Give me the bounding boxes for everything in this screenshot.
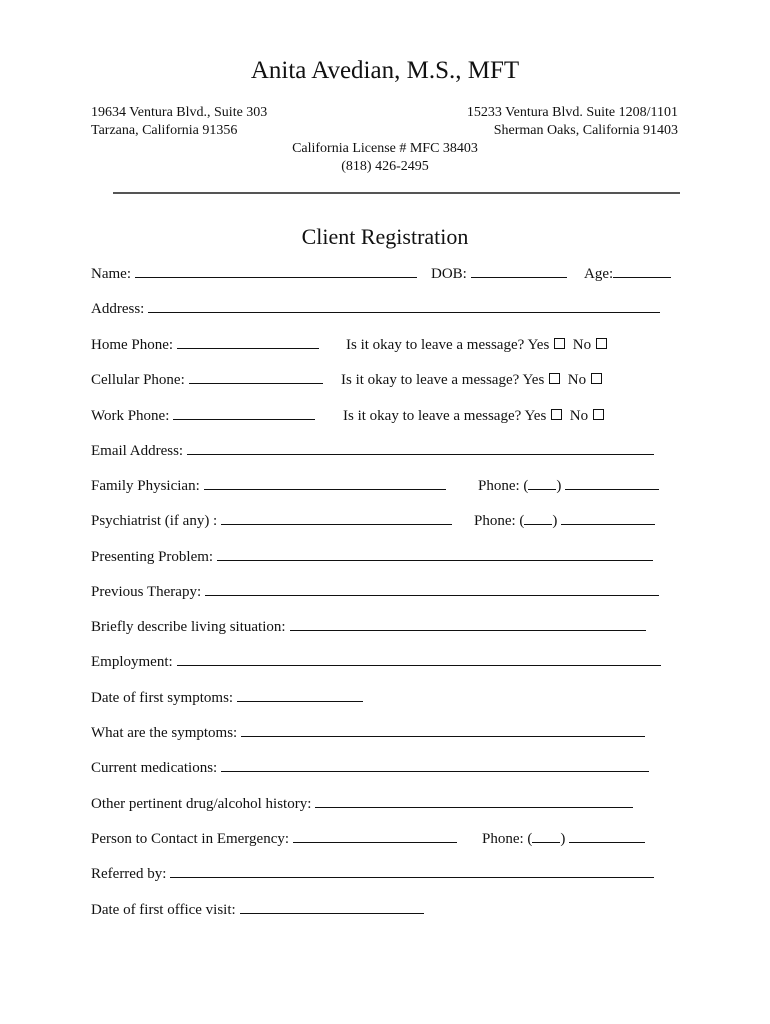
previous-therapy-label: Previous Therapy: — [91, 584, 202, 600]
emergency-contact-blank[interactable] — [293, 830, 457, 843]
phone-label: Phone: — [478, 478, 520, 494]
family-physician-label: Family Physician: — [91, 478, 200, 494]
row-first-symptoms — [91, 688, 681, 708]
presenting-problem-blank[interactable] — [217, 548, 653, 561]
office-address-line2: Tarzana, California 91356 — [91, 123, 238, 138]
email-blank[interactable] — [187, 442, 654, 455]
first-visit-label: Date of first office visit: — [91, 902, 236, 918]
work-no-checkbox[interactable] — [593, 409, 604, 420]
row-home-phone — [91, 335, 681, 355]
row-email — [91, 441, 681, 461]
message-question: Is it okay to leave a message? — [341, 372, 520, 388]
age-blank[interactable] — [613, 265, 671, 278]
row-presenting-problem — [91, 547, 681, 567]
area-code-blank[interactable] — [532, 830, 560, 843]
name-field[interactable] — [91, 264, 417, 284]
phone-label: Phone: — [474, 513, 516, 529]
employment-blank[interactable] — [177, 653, 661, 666]
name-label: Name: — [91, 266, 131, 282]
work-phone-field[interactable] — [91, 406, 315, 426]
row-employment — [91, 652, 681, 672]
previous-therapy-blank[interactable] — [205, 583, 659, 596]
row-emergency-contact — [91, 829, 681, 849]
phone-label: Phone: — [482, 831, 524, 847]
office-address-line1: 19634 Ventura Blvd., Suite 303 — [91, 105, 268, 120]
yes-label: Yes — [527, 337, 550, 353]
psychiatrist-label: Psychiatrist (if any) : — [91, 513, 218, 529]
header-divider — [113, 192, 680, 194]
yes-label: Yes — [522, 372, 545, 388]
phone-number-blank[interactable] — [561, 512, 655, 525]
office-address-sherman-oaks — [467, 104, 678, 140]
area-code-close: ) — [552, 513, 558, 529]
home-yes-checkbox[interactable] — [554, 338, 565, 349]
cellular-yes-checkbox[interactable] — [549, 373, 560, 384]
email-label: Email Address: — [91, 443, 184, 459]
employment-field[interactable] — [91, 652, 661, 672]
cellular-no-checkbox[interactable] — [591, 373, 602, 384]
living-situation-blank[interactable] — [290, 618, 646, 631]
address-field[interactable] — [91, 299, 660, 319]
first-visit-blank[interactable] — [240, 901, 424, 914]
row-address — [91, 299, 681, 319]
referred-by-blank[interactable] — [170, 865, 654, 878]
psychiatrist-phone-field[interactable] — [474, 511, 655, 531]
office-address-tarzana — [91, 104, 267, 140]
office-address-line2: Sherman Oaks, California 91403 — [493, 123, 678, 138]
medications-blank[interactable] — [221, 759, 649, 772]
message-question: Is it okay to leave a message? — [346, 337, 525, 353]
referred-by-label: Referred by: — [91, 866, 167, 882]
employment-label: Employment: — [91, 654, 173, 670]
dob-field[interactable] — [431, 264, 567, 284]
cellular-message-permission — [341, 370, 602, 390]
family-physician-phone-field[interactable] — [478, 476, 659, 496]
phone-number-blank[interactable] — [565, 477, 659, 490]
no-label: No — [572, 337, 592, 353]
message-question: Is it okay to leave a message? — [343, 408, 522, 424]
first-visit-field[interactable] — [91, 900, 424, 920]
cellular-phone-blank[interactable] — [189, 371, 323, 384]
age-field[interactable] — [584, 264, 671, 284]
first-symptoms-field[interactable] — [91, 688, 363, 708]
age-label: Age: — [584, 266, 614, 282]
emergency-phone-field[interactable] — [482, 829, 645, 849]
row-work-phone — [91, 406, 681, 426]
no-label: No — [567, 372, 587, 388]
row-referred-by — [91, 864, 681, 884]
name-blank[interactable] — [135, 265, 417, 278]
therapist-name: Anita Avedian, M.S., MFT — [250, 57, 520, 84]
row-cellular-phone — [91, 370, 681, 390]
address-blank[interactable] — [148, 300, 660, 313]
row-first-visit — [91, 900, 681, 920]
area-code-blank[interactable] — [528, 477, 556, 490]
work-yes-checkbox[interactable] — [551, 409, 562, 420]
no-label: No — [569, 408, 589, 424]
first-symptoms-label: Date of first symptoms: — [91, 690, 234, 706]
presenting-problem-label: Presenting Problem: — [91, 549, 214, 565]
presenting-problem-field[interactable] — [91, 547, 653, 567]
symptoms-blank[interactable] — [241, 724, 645, 737]
medications-label: Current medications: — [91, 760, 218, 776]
drug-history-label: Other pertinent drug/alcohol history: — [91, 796, 312, 812]
work-phone-label: Work Phone: — [91, 408, 170, 424]
dob-label: DOB: — [431, 266, 467, 282]
drug-history-field[interactable] — [91, 794, 633, 814]
area-code-close: ) — [556, 478, 562, 494]
row-name-dob-age — [91, 264, 681, 284]
row-symptoms — [91, 723, 681, 743]
first-symptoms-blank[interactable] — [237, 689, 363, 702]
previous-therapy-field[interactable] — [91, 582, 659, 602]
home-phone-field[interactable] — [91, 335, 319, 355]
form-title: Client Registration — [301, 224, 469, 249]
symptoms-label: What are the symptoms: — [91, 725, 238, 741]
home-message-permission — [346, 335, 607, 355]
area-code-open: ( — [527, 831, 533, 847]
office-address-line1: 15233 Ventura Blvd. Suite 1208/1101 — [466, 105, 678, 120]
family-physician-blank[interactable] — [204, 477, 446, 490]
area-code-open: ( — [523, 478, 529, 494]
area-code-open: ( — [519, 513, 525, 529]
psychiatrist-field[interactable] — [91, 511, 452, 531]
row-family-physician — [91, 476, 681, 496]
row-psychiatrist — [91, 511, 681, 531]
cellular-phone-field[interactable] — [91, 370, 323, 390]
office-phone: (818) 426-2495 — [341, 159, 429, 174]
row-medications — [91, 758, 681, 778]
living-situation-field[interactable] — [91, 617, 646, 637]
drug-history-blank[interactable] — [315, 795, 633, 808]
work-phone-blank[interactable] — [173, 407, 315, 420]
address-label: Address: — [91, 301, 145, 317]
yes-label: Yes — [524, 408, 547, 424]
living-situation-label: Briefly describe living situation: — [91, 619, 286, 635]
work-message-permission — [343, 406, 604, 426]
family-physician-field[interactable] — [91, 476, 446, 496]
row-drug-history — [91, 794, 681, 814]
emergency-contact-label: Person to Contact in Emergency: — [91, 831, 290, 847]
home-phone-blank[interactable] — [177, 336, 319, 349]
symptoms-field[interactable] — [91, 723, 645, 743]
email-field[interactable] — [91, 441, 654, 461]
dob-blank[interactable] — [471, 265, 567, 278]
referred-by-field[interactable] — [91, 864, 654, 884]
row-living-situation — [91, 617, 681, 637]
license-number: California License # MFC 38403 — [292, 141, 478, 156]
home-phone-label: Home Phone: — [91, 337, 174, 353]
home-no-checkbox[interactable] — [596, 338, 607, 349]
medications-field[interactable] — [91, 758, 649, 778]
cellular-phone-label: Cellular Phone: — [91, 372, 185, 388]
psychiatrist-blank[interactable] — [221, 512, 452, 525]
phone-number-blank[interactable] — [569, 830, 645, 843]
emergency-contact-field[interactable] — [91, 829, 457, 849]
row-previous-therapy — [91, 582, 681, 602]
area-code-blank[interactable] — [524, 512, 552, 525]
license-and-phone — [0, 140, 770, 176]
area-code-close: ) — [560, 831, 566, 847]
